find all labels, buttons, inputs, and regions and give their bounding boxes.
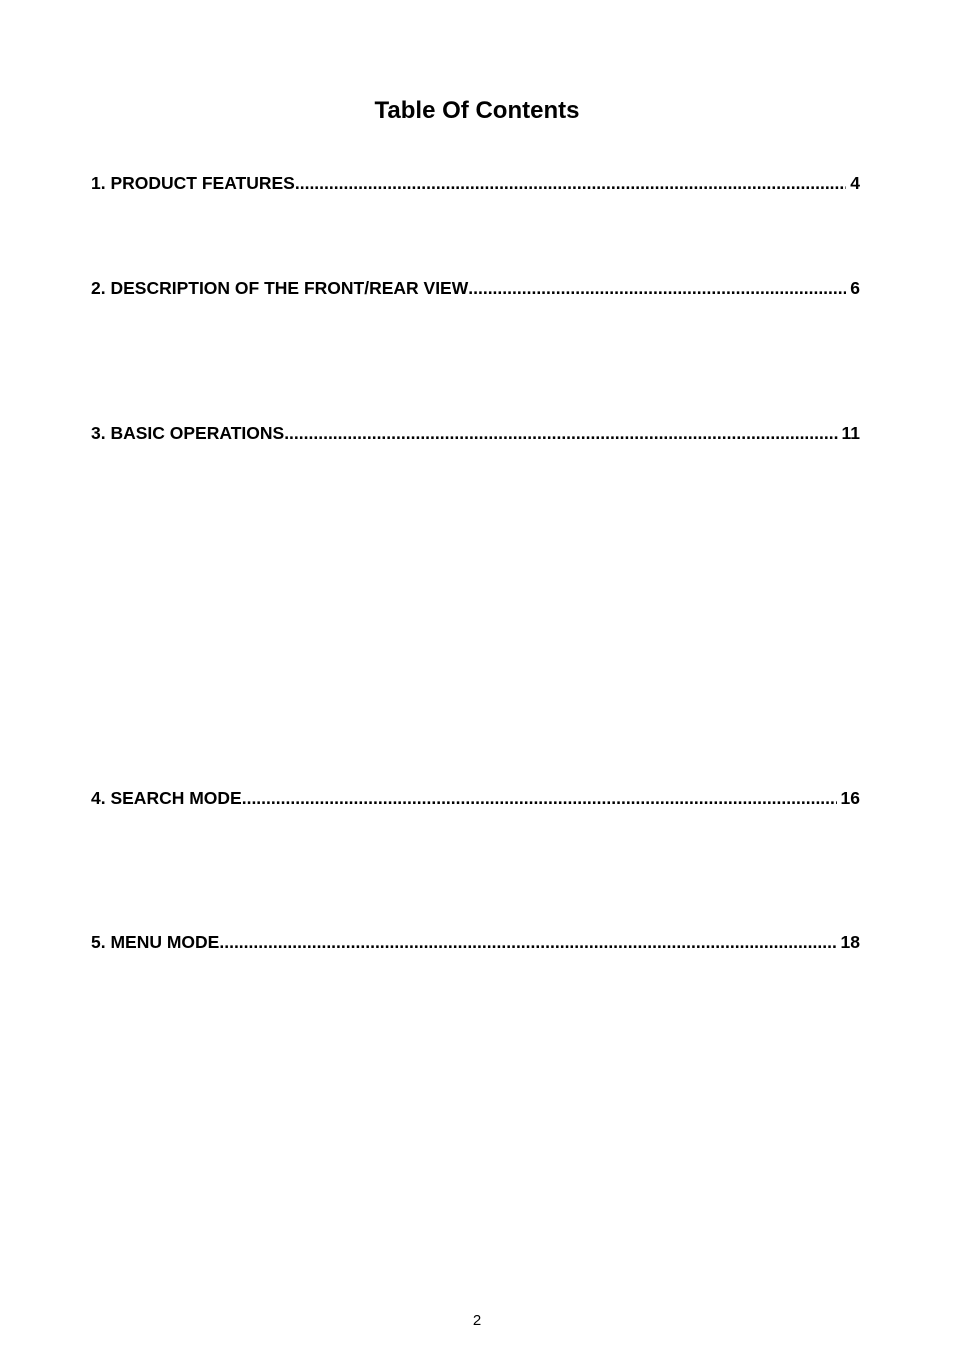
toc-entry-page: 18 [840, 932, 860, 952]
toc-entry-page: 4 [850, 173, 860, 193]
toc-leader-dots [468, 277, 846, 299]
toc-entry-basic-operations[interactable] [91, 422, 860, 444]
toc-leader-dots [284, 422, 837, 444]
toc-entry-search-mode[interactable] [91, 787, 860, 809]
toc-entry-page: 6 [850, 278, 860, 298]
page-title: Table Of Contents [374, 97, 580, 124]
toc-entry-page: 11 [841, 423, 860, 443]
toc-entry-title: 1. PRODUCT FEATURES [91, 173, 295, 193]
toc-leader-dots [295, 172, 846, 194]
toc-entry-product-features[interactable] [91, 172, 860, 194]
toc-leader-dots [219, 931, 836, 953]
toc-entry-menu-mode[interactable] [91, 931, 860, 953]
toc-leader-dots [242, 787, 837, 809]
toc-entry-title: 4. SEARCH MODE [91, 788, 242, 808]
toc-entry-page: 16 [840, 788, 860, 808]
toc-entry-front-rear-view[interactable] [91, 277, 860, 299]
page-number: 2 [472, 1312, 482, 1329]
toc-entry-title: 5. MENU MODE [91, 932, 220, 952]
toc-entry-title: 3. BASIC OPERATIONS [91, 423, 285, 443]
toc-entry-title: 2. DESCRIPTION OF THE FRONT/REAR VIEW [91, 278, 469, 298]
